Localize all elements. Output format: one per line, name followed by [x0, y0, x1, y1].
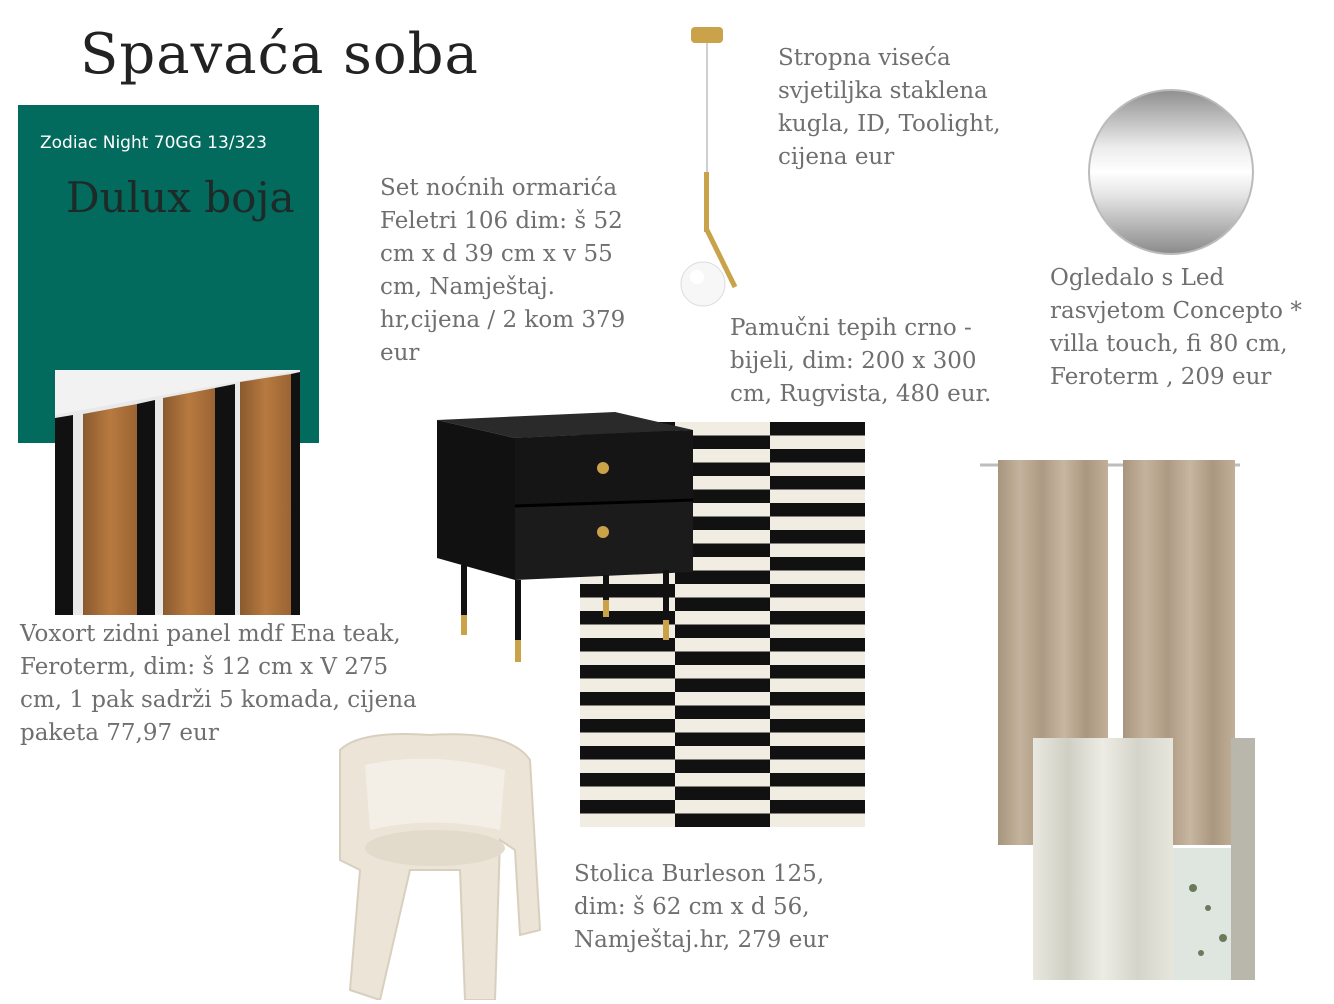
pendant-description: Stropna viseća svjetiljka staklena kugla, ID, Toolight, cijena eur	[778, 45, 1001, 170]
rug-stripe	[770, 557, 865, 571]
wall-panel-description: Voxort zidni panel mdf Ena teak, Feroterm, dim: š 12 cm x V 275 cm, 1 pak sadrži 5 komada, cijena paketa 77,97 eur	[20, 621, 417, 746]
rug-stripe	[770, 692, 865, 706]
rug-stripe	[770, 476, 865, 490]
nightstand-description: Set noćnih ormarića Feletri 106 dim: š 52 cm x d 39 cm x v 55 cm, Namještaj. hr,cijena / 2 kom 379 eur	[380, 175, 626, 366]
chair-image	[320, 730, 550, 1000]
rug-stripe	[580, 773, 675, 787]
rug-stripe	[770, 746, 865, 760]
rug-stripe	[580, 746, 675, 760]
paint-name: Dulux boja	[66, 173, 295, 222]
rug-stripe	[770, 584, 865, 598]
wall-panel-image	[55, 370, 300, 615]
rug-stripe	[580, 800, 675, 814]
sheer-curtain-image	[1033, 738, 1255, 980]
rug-stripe	[770, 800, 865, 814]
rug-stripe	[675, 814, 770, 828]
rug-stripe	[770, 530, 865, 544]
rug-stripe	[770, 449, 865, 463]
mirror-description: Ogledalo s Led rasvjetom Concepto * villa touch, fi 80 cm, Feroterm , 209 eur	[1050, 265, 1302, 390]
rug-stripe	[770, 422, 865, 436]
rug-stripe	[770, 611, 865, 625]
rug-stripe	[580, 692, 675, 706]
rug-stripe	[580, 719, 675, 733]
rug-stripe	[770, 503, 865, 517]
rug-stripe	[770, 665, 865, 679]
rug-stripe	[770, 638, 865, 652]
rug-stripe	[580, 665, 675, 679]
pendant-light-image	[675, 22, 755, 317]
paint-code: Zodiac Night 70GG 13/323	[40, 133, 267, 153]
rug-stripe	[675, 787, 770, 801]
rug-stripe	[675, 733, 770, 747]
page-title: Spavaća soba	[80, 22, 479, 87]
mirror-image	[1087, 88, 1255, 256]
chair-description: Stolica Burleson 125, dim: š 62 cm x d 56, Namještaj.hr, 279 eur	[574, 861, 829, 953]
rug-stripe	[675, 760, 770, 774]
rug-stripe	[770, 773, 865, 787]
rug-stripe	[675, 706, 770, 720]
rug-description: Pamučni tepih crno - bijeli, dim: 200 x 300 cm, Rugvista, 480 eur.	[730, 315, 992, 407]
nightstand-image	[435, 410, 697, 665]
rug-stripe	[675, 679, 770, 693]
rug-stripe	[770, 719, 865, 733]
